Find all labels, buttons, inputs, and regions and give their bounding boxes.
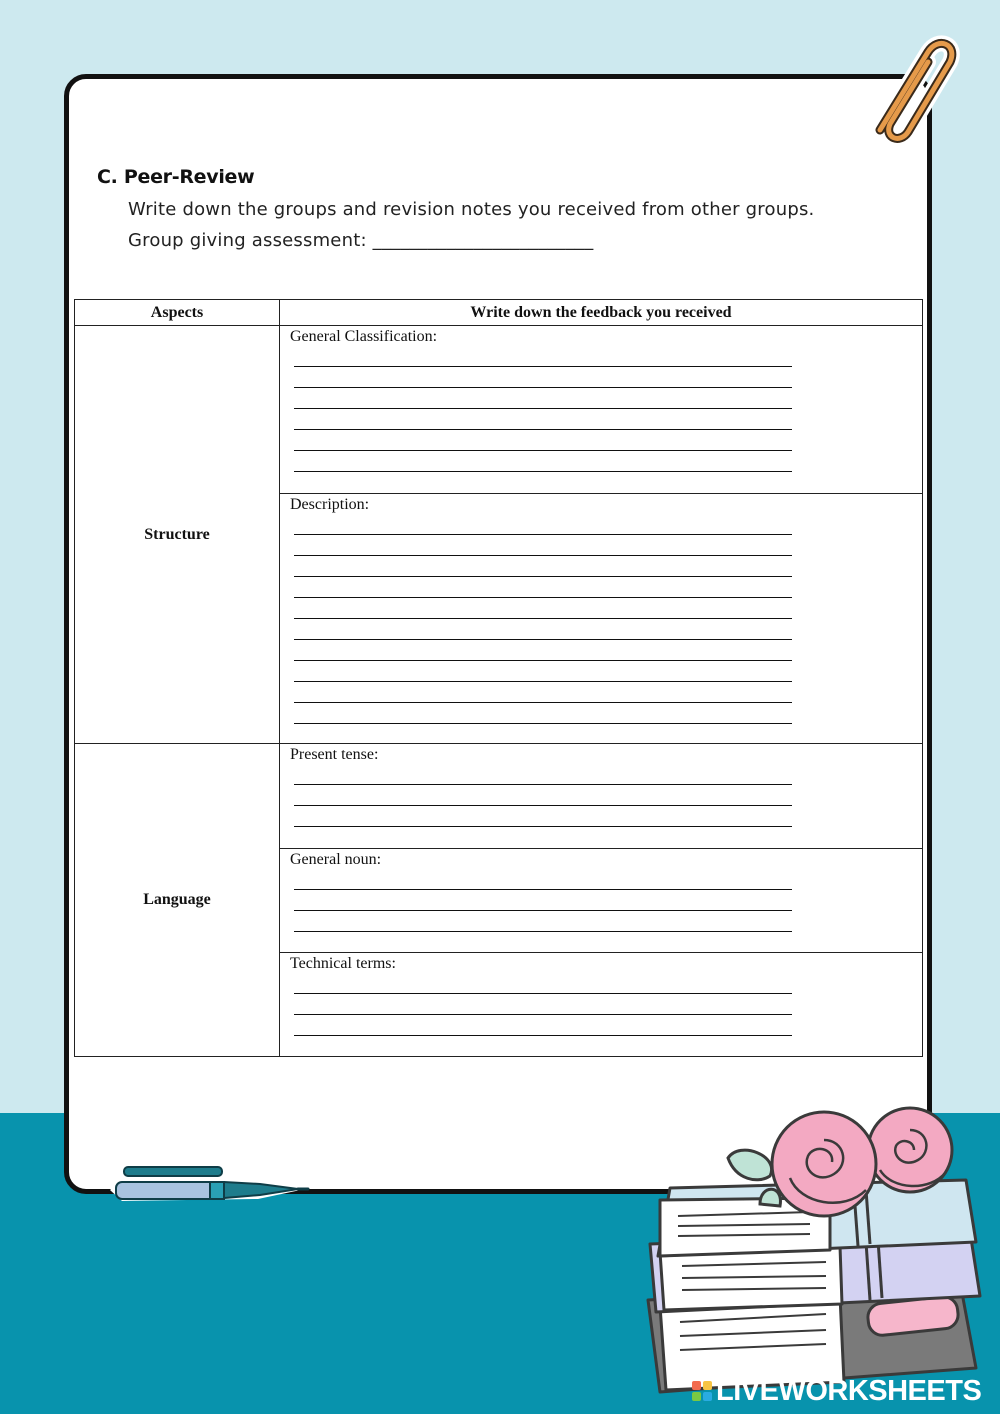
liveworksheets-logo-icon [692, 1381, 712, 1401]
writing-line[interactable] [294, 598, 792, 619]
writing-line[interactable] [294, 973, 792, 994]
paperclip-icon [862, 20, 972, 148]
table-row [75, 326, 923, 494]
writing-line[interactable] [294, 640, 792, 661]
writing-line[interactable] [294, 703, 792, 724]
writing-line[interactable] [294, 409, 792, 430]
field-label: General noun: [290, 851, 382, 868]
field-label: General Classification: [290, 328, 438, 345]
header-feedback: Write down the feedback you received [280, 300, 923, 326]
field-label: Technical terms: [290, 955, 396, 972]
aspect-language: Language [75, 744, 280, 1057]
writing-line[interactable] [294, 661, 792, 682]
liveworksheets-logo [692, 1373, 981, 1409]
writing-line[interactable] [294, 556, 792, 577]
writing-line[interactable] [294, 535, 792, 556]
field-general-noun [280, 849, 923, 953]
writing-line[interactable] [294, 911, 792, 932]
logo-tile [703, 1392, 712, 1401]
field-label: Description: [290, 496, 370, 513]
feedback-table [74, 299, 923, 1057]
books-roses-illustration [630, 1100, 1000, 1400]
field-technical-terms [280, 953, 923, 1057]
writing-line[interactable] [294, 806, 792, 827]
instruction-text: Write down the groups and revision notes you received from other groups. [128, 199, 815, 220]
field-general-classification [280, 326, 923, 494]
writing-line[interactable] [294, 785, 792, 806]
writing-line[interactable] [294, 1015, 792, 1036]
writing-line[interactable] [294, 430, 792, 451]
writing-line[interactable] [294, 514, 792, 535]
header-aspects: Aspects [75, 300, 280, 326]
writing-line[interactable] [294, 346, 792, 367]
aspect-structure: Structure [75, 326, 280, 744]
section-title: C. Peer-Review [97, 166, 255, 188]
pen-icon [100, 1160, 315, 1216]
writing-line[interactable] [294, 577, 792, 598]
writing-line[interactable] [294, 682, 792, 703]
logo-text: LIVEWORKSHEETS [716, 1374, 982, 1407]
field-present-tense [280, 744, 923, 849]
writing-line[interactable] [294, 451, 792, 472]
field-description [280, 494, 923, 744]
writing-line[interactable] [294, 388, 792, 409]
field-label: Present tense: [290, 746, 379, 763]
writing-line[interactable] [294, 619, 792, 640]
logo-tile [692, 1381, 701, 1390]
writing-line[interactable] [294, 367, 792, 388]
logo-tile [703, 1381, 712, 1390]
writing-line[interactable] [294, 994, 792, 1015]
group-assessment-prompt[interactable]: Group giving assessment: ________________________ [128, 230, 594, 251]
writing-line[interactable] [294, 764, 792, 785]
table-header-row [75, 300, 923, 326]
logo-tile [692, 1392, 701, 1401]
table-row [75, 744, 923, 849]
writing-line[interactable] [294, 869, 792, 890]
writing-line[interactable] [294, 890, 792, 911]
